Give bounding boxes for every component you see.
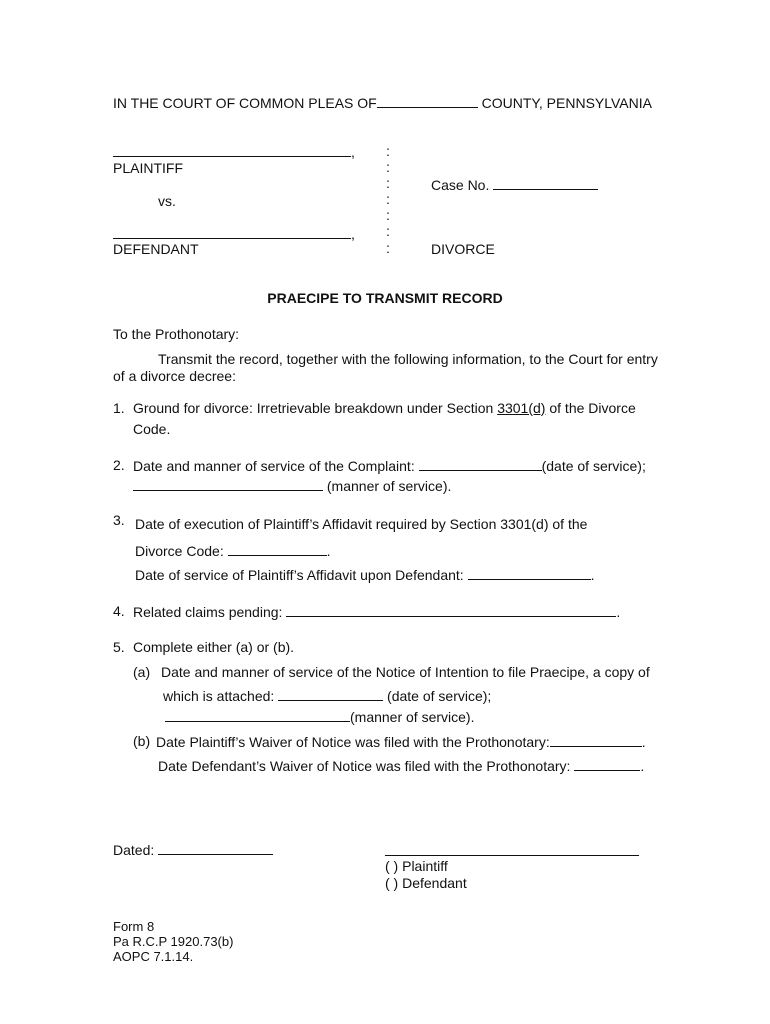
rule-citation: Pa R.C.P 1920.73(b) (113, 934, 234, 949)
plaintiff-name-field[interactable] (113, 143, 351, 157)
item-2-number: 2. (113, 457, 125, 473)
dated-label: Dated: (113, 842, 159, 858)
defendant-waiver-label: Date Defendant’s Waiver of Notice was filed with the Prothonotary: (158, 758, 575, 774)
caption-colon: : (386, 175, 390, 191)
affidavit-service-date-field[interactable] (468, 566, 591, 580)
dated-row (113, 841, 273, 858)
item-2-line-2 (133, 477, 451, 494)
item-3-line-2 (135, 542, 330, 559)
item-2-line-1 (133, 457, 646, 474)
case-number-field[interactable] (493, 176, 598, 190)
caption-colon: : (386, 143, 390, 159)
caption-colon: : (386, 159, 390, 175)
item-3-period: . (326, 543, 331, 559)
item-2-suffix: (date of service); (541, 458, 646, 474)
vs-label: vs. (158, 193, 176, 209)
item-1-prefix: Ground for divorce: Irretrievable breakdown under Section (133, 400, 498, 416)
item-5a-line-2 (163, 687, 491, 704)
affidavit-execution-date-field[interactable] (228, 542, 327, 556)
related-claims-field[interactable] (286, 603, 616, 617)
item-5b-period: . (641, 734, 646, 750)
item-5-number: 5. (113, 639, 125, 655)
item-2-prefix: Date and manner of service of the Complaint: (133, 458, 419, 474)
dated-field[interactable] (158, 841, 273, 855)
caption-colon: : (386, 240, 390, 256)
item-3-line-1: Date of execution of Plaintiff’s Affidavit required by Section 3301(d) of the (135, 516, 588, 532)
salutation: To the Prothonotary: (113, 326, 240, 342)
item-1-suffix: of the Divorce (545, 400, 636, 416)
caption-colon: : (386, 191, 390, 207)
form-number: Form 8 (113, 919, 155, 934)
defendant-checkbox-option[interactable]: ( ) Defendant (385, 875, 467, 891)
caption-colon: : (386, 223, 390, 239)
intro-line-1: Transmit the record, together with the following information, to the Court for entry (158, 351, 658, 367)
plaintiff-name-row (113, 143, 355, 160)
item-5b-label: (b) (133, 733, 151, 749)
item-5b-line-1 (156, 733, 646, 750)
plaintiff-comma: , (351, 144, 355, 160)
case-type: DIVORCE (431, 241, 495, 257)
item-3-service-label: Date of service of Plaintiff’s Affidavit upon Defendant: (135, 567, 468, 583)
item-2-manner-label: (manner of service). (323, 478, 452, 494)
defendant-label: DEFENDANT (113, 241, 199, 257)
defendant-name-row (113, 225, 355, 242)
case-number-row (431, 176, 598, 193)
county-field[interactable] (377, 94, 478, 108)
item-3-number: 3. (113, 512, 125, 528)
complaint-service-manner-field[interactable] (133, 477, 323, 491)
court-suffix: COUNTY, PENNSYLVANIA (481, 95, 652, 111)
plaintiff-label: PLAINTIFF (113, 160, 184, 176)
item-5a-line-3 (165, 708, 474, 725)
document-title: PRAECIPE TO TRANSMIT RECORD (267, 290, 503, 306)
intro-line-2: of a divorce decree: (113, 368, 236, 384)
aopc-revision: AOPC 7.1.14. (113, 949, 194, 964)
item-5b-line-2 (158, 757, 644, 774)
complaint-service-date-field[interactable] (419, 457, 542, 471)
item-4-line (133, 603, 620, 620)
plaintiff-waiver-label: Date Plaintiff’s Waiver of Notice was filed with the Prothonotary: (156, 734, 550, 750)
caption-colon: : (386, 207, 390, 223)
item-5a-line-1: Date and manner of service of the Notice of Intention to file Praecipe, a copy of (161, 664, 650, 680)
case-no-label: Case No. (431, 177, 490, 193)
item-5a-label: (a) (133, 664, 151, 680)
defendant-name-field[interactable] (113, 225, 351, 239)
plaintiff-checkbox-option[interactable]: ( ) Plaintiff (385, 858, 448, 874)
item-5b-period: . (640, 758, 645, 774)
item-3-divorce-code-label: Divorce Code: (135, 543, 228, 559)
item-4-period: . (616, 604, 621, 620)
notice-service-manner-field[interactable] (165, 708, 350, 722)
item-3-period: . (590, 567, 595, 583)
defendant-comma: , (351, 226, 355, 242)
item-1-line-2: Code. (133, 421, 171, 437)
item-1-number: 1. (113, 400, 125, 416)
item-5-line-1: Complete either (a) or (b). (133, 639, 295, 655)
item-4-number: 4. (113, 603, 125, 619)
notice-service-date-field[interactable] (278, 687, 383, 701)
related-claims-label: Related claims pending: (133, 604, 287, 620)
court-prefix: IN THE COURT OF COMMON PLEAS OF (113, 95, 377, 111)
defendant-waiver-date-field[interactable] (574, 757, 640, 771)
item-5a-date-label: (date of service); (383, 688, 492, 704)
item-3-line-3 (135, 566, 594, 583)
item-1-line-1 (133, 400, 636, 416)
item-5a-manner-label: (manner of service). (350, 709, 475, 725)
plaintiff-waiver-date-field[interactable] (550, 733, 642, 747)
section-reference: 3301(d) (497, 400, 546, 416)
court-heading (113, 94, 652, 111)
signature-line[interactable] (385, 855, 639, 856)
item-5a-attached-label: which is attached: (163, 688, 279, 704)
